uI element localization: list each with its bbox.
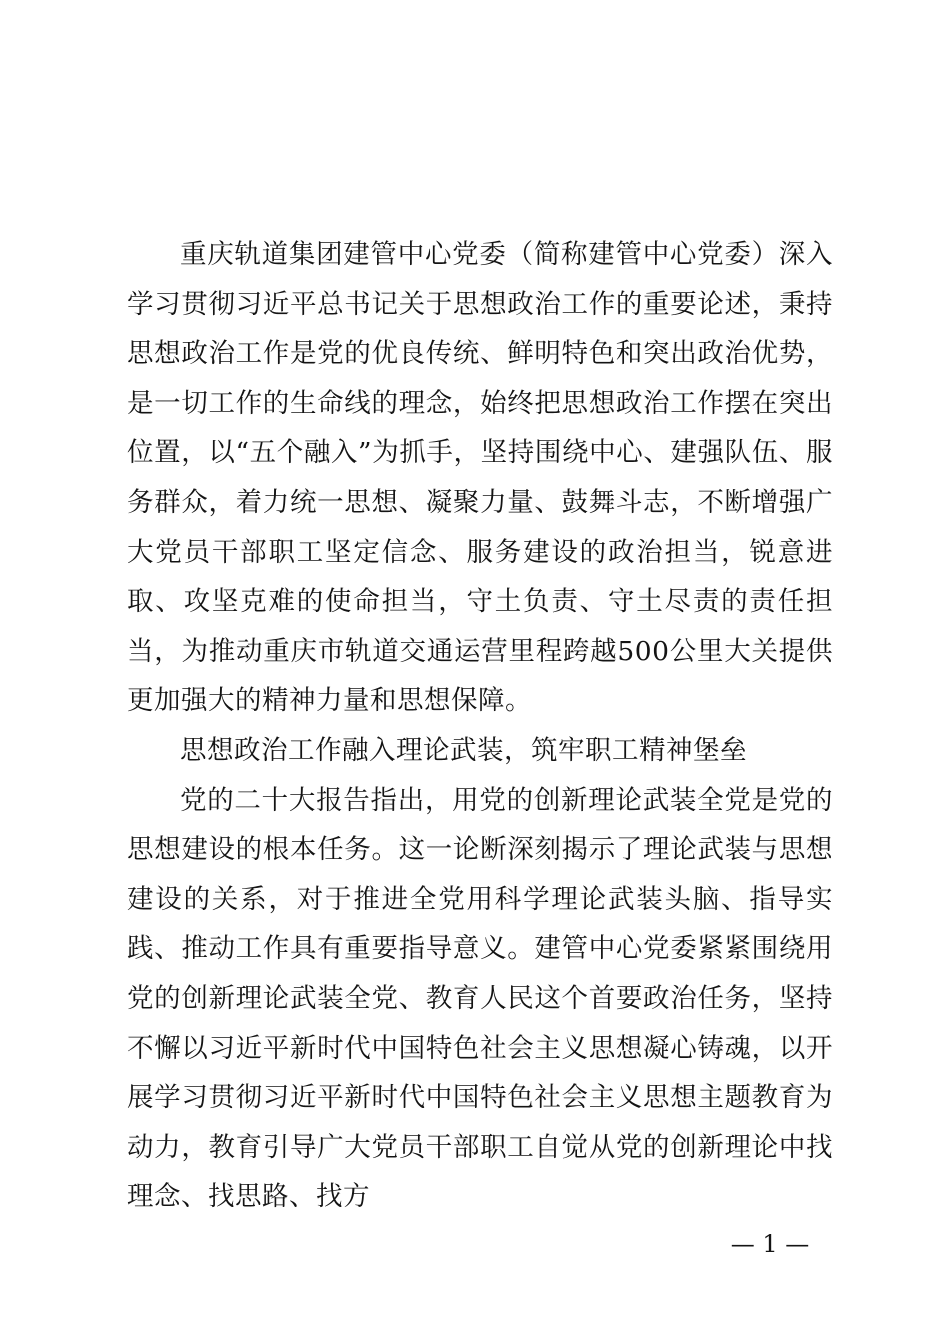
- page-number: — 1 —: [730, 1230, 810, 1258]
- document-body: [127, 230, 833, 1222]
- intro-paragraph: 重庆轨道集团建管中心党委（简称建管中心党委）深入学习贯彻习近平总书记关于思想政治工作的重要论述，秉持思想政治工作是党的优良传统、鲜明特色和突出政治优势，是一切工作的生命线的理念，始终把思想政治工作摆在突出位置，以“五个融入”为抓手，坚持围绕中心、建强队伍、服务群众，着力统一思想、凝聚力量、鼓舞斗志，不断增强广大党员干部职工坚定信念、服务建设的政治担当，锐意进取、攻坚克难的使命担当，守土负责、守土尽责的责任担当，为推动重庆市轨道交通运营里程跨越500公里大关提供更加强大的精神力量和思想保障。: [127, 239, 833, 717]
- section-paragraph: 党的二十大报告指出，用党的创新理论武装全党是党的思想建设的根本任务。这一论断深刻揭示了理论武装与思想建设的关系，对于推进全党用科学理论武装头脑、指导实践、推动工作具有重要指导意义。建管中心党委紧紧围绕用党的创新理论武装全党、教育人民这个首要政治任务，坚持不懈以习近平新时代中国特色社会主义思想凝心铸魂，以开展学习贯彻习近平新时代中国特色社会主义思想主题教育为动力，教育引导广大党员干部职工自觉从党的创新理论中找理念、找思路、找方: [127, 784, 833, 1213]
- section-heading: 思想政治工作融入理论武装，筑牢职工精神堡垒: [180, 734, 747, 766]
